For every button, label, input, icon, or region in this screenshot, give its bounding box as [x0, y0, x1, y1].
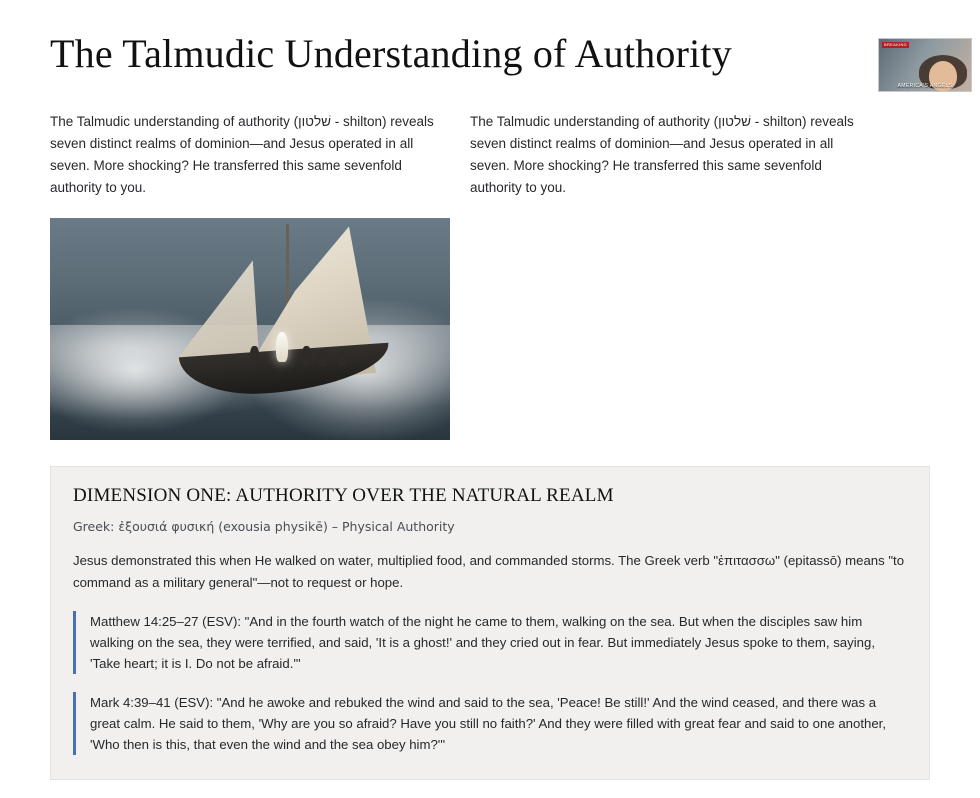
left-column [50, 111, 440, 440]
right-column [470, 111, 860, 440]
video-overlay-thumbnail[interactable] [878, 38, 972, 92]
overlay-badge: BREAKING [884, 42, 908, 47]
crew-figure [318, 350, 327, 366]
crew-figure [302, 346, 311, 366]
scripture-quote: Mark 4:39–41 (ESV): "And he awoke and rebuked the wind and said to the sea, 'Peace! Be still!' And the wind ceased, and there was a great calm. He said to them, 'Why are you so afraid? Have you still no faith?' And they were filled with great fear and said to one another, 'Who then is this, that even the wind and the sea obey him?'" [73, 692, 907, 755]
scripture-quote: Matthew 14:25–27 (ESV): "And in the fourth watch of the night he came to them, walking on the sea. But when the disciples saw him walking on the sea, they were terrified, and said, 'It is a ghost!' and they cried out in fear. But immediately Jesus spoke to them, saying, 'Take heart; it is I. Do not be afraid.'" [73, 611, 907, 674]
panel-body-text: Jesus demonstrated this when He walked on water, multiplied food, and commanded storms. The Greek verb "ἐπιτασσω" (epitassō) means "to command as a military general"—not to request or hope. [73, 553, 905, 590]
panel-heading: DIMENSION ONE: AUTHORITY OVER THE NATURAL REALM [73, 485, 614, 507]
page-scrollbar[interactable] [975, 30, 980, 798]
greek-term-line: Greek: ἐξουσιά φυσική (exousia physikē) – Physical Authority [73, 519, 455, 535]
dimension-one-panel [50, 466, 930, 780]
storm-boat-image [50, 218, 450, 440]
overlay-caption: AMERICA'S ANGELS [897, 83, 953, 89]
crew-figure [250, 346, 259, 366]
document-page [0, 30, 980, 780]
intro-columns [0, 111, 980, 440]
intro-paragraph-right: The Talmudic understanding of authority (שׁלטון - shilton) reveals seven distinct realms of dominion—and Jesus operated in all seven. More shocking? He transferred this same sevenfold authority to you. [470, 114, 854, 195]
standing-figure [276, 332, 288, 362]
crew-figure [338, 351, 347, 366]
intro-paragraph-left: The Talmudic understanding of authority (שׁלטון - shilton) reveals seven distinct realms of dominion—and Jesus operated in all seven. More shocking? He transferred this same sevenfold authority to you. [50, 114, 434, 195]
page-title: The Talmudic Understanding of Authority [50, 31, 732, 76]
